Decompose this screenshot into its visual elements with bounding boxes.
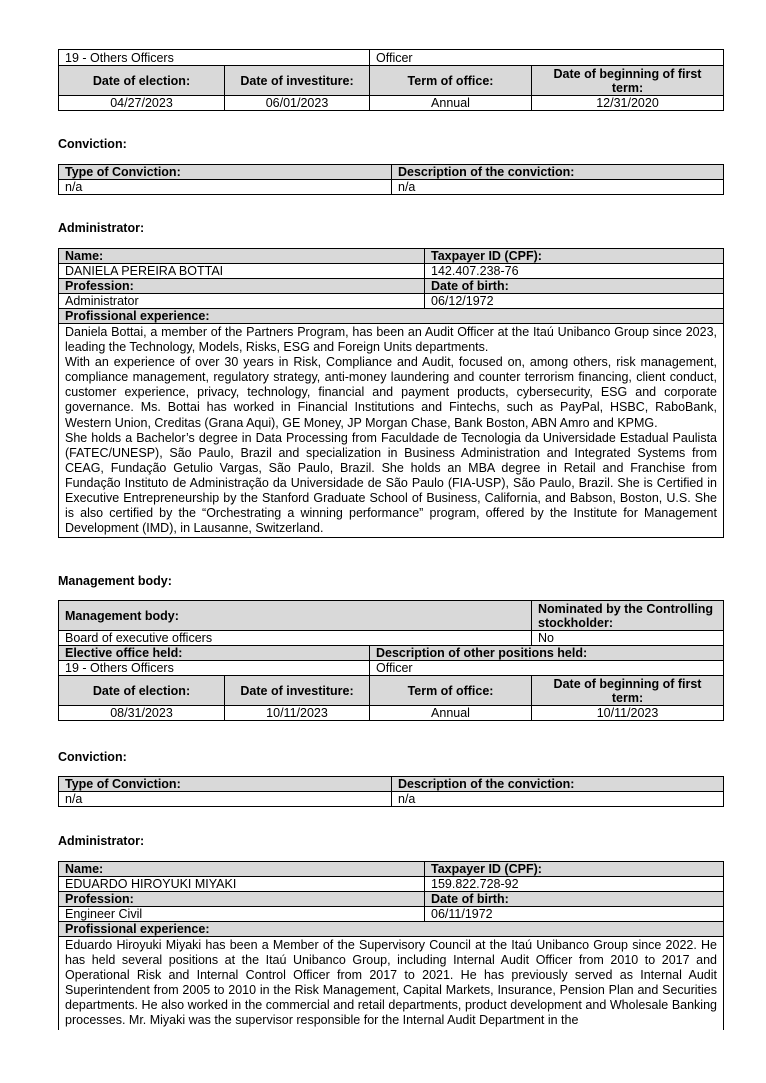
name-header: Name: — [59, 862, 425, 877]
administrator-table — [58, 248, 724, 538]
term-office-value: Annual — [370, 706, 532, 721]
conviction-type-value: n/a — [59, 792, 392, 807]
date-investiture-value: 10/11/2023 — [225, 706, 370, 721]
cpf-header: Taxpayer ID (CPF): — [425, 249, 724, 264]
date-election-header: Date of election: — [59, 66, 225, 96]
administrator-section-title: Administrator: — [58, 221, 145, 235]
administrator-table — [58, 861, 724, 1030]
conviction-type-header: Type of Conviction: — [59, 165, 392, 180]
term-office-header: Term of office: — [370, 676, 532, 706]
experience-header: Profissional experience: — [59, 922, 724, 937]
elective-office-header: Elective office held: — [59, 646, 370, 661]
first-term-header: Date of beginning of first term: — [532, 676, 724, 706]
profession-header: Profession: — [59, 892, 425, 907]
conviction-desc-header: Description of the conviction: — [392, 777, 724, 792]
name-value: EDUARDO HIROYUKI MIYAKI — [59, 877, 425, 892]
bio-paragraph: Daniela Bottai, a member of the Partners Program, has been an Audit Officer at the Itaú Unibanco Group since 2023, leading the Technology, Models, Risks, ESG and Foreign Units departments. — [65, 325, 717, 355]
dob-header: Date of birth: — [425, 279, 724, 294]
management-section-title: Management body: — [58, 574, 172, 588]
term-office-header: Term of office: — [370, 66, 532, 96]
bio-paragraph: Eduardo Hiroyuki Miyaki has been a Member of the Supervisory Council at the Itaú Unibanco Group since 2022. He has held several positions at the Itaú Unibanco Group, including Internal Audit Officer from 2010 to 2017 and Operational Risk and Internal Control Officer from 2017 to 2021. He has previously served as Internal Audit Superintendent from 2005 to 2010 in the Risk Management, Capital Markets, Insurance, Pension Plan and Securities departments. He also worked in the commercial and retail departments, product development and Wholesale Banking processes. Mr. Miyaki was the supervisor responsible for the Internal Audit Department in the — [65, 938, 717, 1028]
conviction-table — [58, 164, 724, 195]
date-investiture-header: Date of investiture: — [225, 66, 370, 96]
profession-header: Profession: — [59, 279, 425, 294]
bio-paragraph: She holds a Bachelor’s degree in Data Processing from Faculdade de Tecnologia da Universidade Estadual Paulista (FATEC/UNESP), São Paulo, Brazil and specialization in Business Administration and Integrated Systems from CEAG, Fundação Getulio Vargas, São Paulo, Brazil. She holds an MBA degree in Retail and Franchise from Fundação Instituto de Administração da Universidade de São Paulo (FIA-USP), São Paulo, Brazil. She is Certified in Executive Entrepreneurship by the Stanford Graduate School of Business, California, and Babson, Boston, U.S. She is also certified by the “Orchestrating a winning performance” program, offered by the Institute for Management Development (IMD), in Lausanne, Switzerland. — [65, 430, 717, 536]
first-term-value: 10/11/2023 — [532, 706, 724, 721]
cpf-value: 142.407.238-76 — [425, 264, 724, 279]
elective-office-value: 19 - Others Officers — [59, 50, 370, 66]
dob-header: Date of birth: — [425, 892, 724, 907]
dob-value: 06/12/1972 — [425, 294, 724, 309]
nominated-header: Nominated by the Controlling stockholder: — [532, 601, 724, 631]
name-value: DANIELA PEREIRA BOTTAI — [59, 264, 425, 279]
other-positions-header: Description of other positions held: — [370, 646, 724, 661]
conviction-section-title: Conviction: — [58, 137, 127, 151]
cpf-header: Taxpayer ID (CPF): — [425, 862, 724, 877]
conviction-desc-header: Description of the conviction: — [392, 165, 724, 180]
elective-office-value: 19 - Others Officers — [59, 661, 370, 676]
other-positions-value: Officer — [370, 661, 724, 676]
administrator-section-title: Administrator: — [58, 834, 145, 848]
dob-value: 06/11/1972 — [425, 907, 724, 922]
date-election-value: 04/27/2023 — [59, 96, 225, 111]
date-investiture-value: 06/01/2023 — [225, 96, 370, 111]
other-positions-value: Officer — [370, 50, 724, 66]
cpf-value: 159.822.728-92 — [425, 877, 724, 892]
conviction-type-header: Type of Conviction: — [59, 777, 392, 792]
top-office-table — [58, 49, 724, 111]
management-table — [58, 600, 724, 721]
date-investiture-header: Date of investiture: — [225, 676, 370, 706]
date-election-value: 08/31/2023 — [59, 706, 225, 721]
profession-value: Administrator — [59, 294, 425, 309]
experience-text — [59, 937, 724, 1030]
bio-paragraph: With an experience of over 30 years in Risk, Compliance and Audit, focused on, among others, risk management, compliance management, regulatory strategy, anti-money laundering and counter terrorism financing, client conduct, customer experience, privacy, technology, financial and payment products, cybersecurity, ESG and corporate governance. Ms. Bottai has worked in Financial Institutions and Fintechs, such as PayPal, HSBC, RaboBank, Western Union, Creditas (Grana Aqui), GE Money, JP Morgan Chase, Bank Boston, ABN Amro and KPMG. — [65, 355, 717, 430]
experience-header: Profissional experience: — [59, 309, 724, 324]
management-body-header: Management body: — [59, 601, 532, 631]
date-election-header: Date of election: — [59, 676, 225, 706]
conviction-desc-value: n/a — [392, 180, 724, 195]
conviction-type-value: n/a — [59, 180, 392, 195]
first-term-value: 12/31/2020 — [532, 96, 724, 111]
conviction-desc-value: n/a — [392, 792, 724, 807]
first-term-header: Date of beginning of first term: — [532, 66, 724, 96]
name-header: Name: — [59, 249, 425, 264]
nominated-value: No — [532, 631, 724, 646]
experience-text — [59, 324, 724, 538]
management-body-value: Board of executive officers — [59, 631, 532, 646]
profession-value: Engineer Civil — [59, 907, 425, 922]
conviction-table — [58, 776, 724, 807]
conviction-section-title: Conviction: — [58, 750, 127, 764]
term-office-value: Annual — [370, 96, 532, 111]
